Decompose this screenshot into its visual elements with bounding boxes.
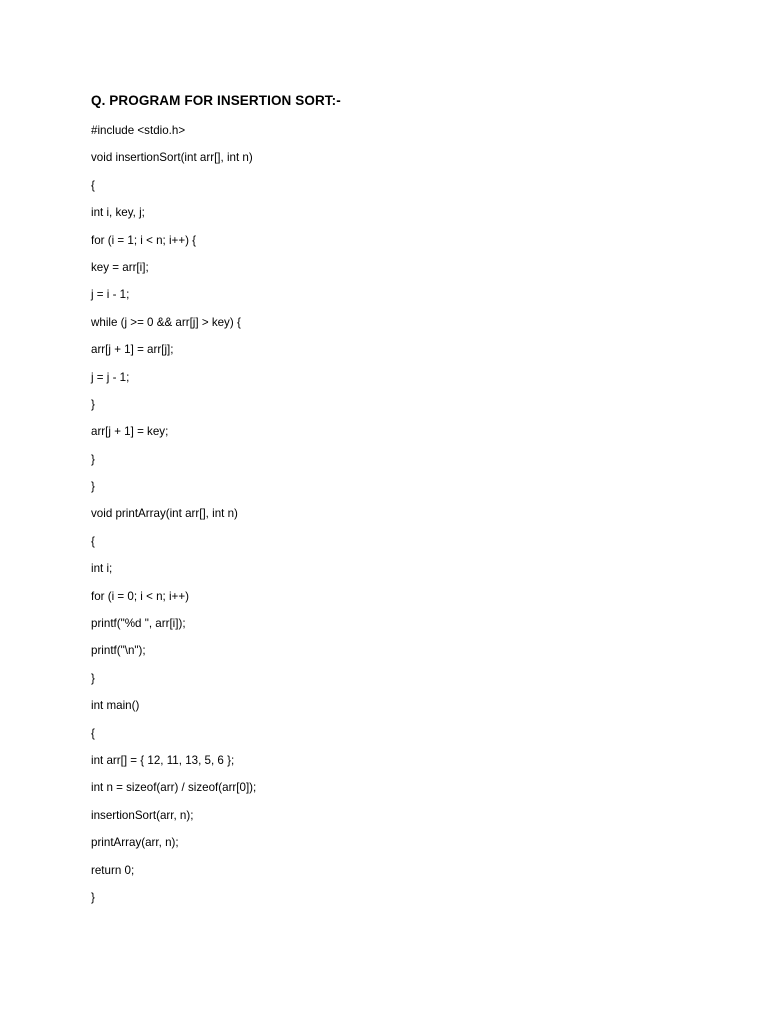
code-line: } (91, 480, 95, 494)
code-line: #include <stdio.h> (91, 124, 186, 137)
code-line: arr[j + 1] = key; (91, 425, 169, 439)
code-line: key = arr[i]; (91, 260, 149, 274)
code-line: j = i - 1; (91, 288, 130, 302)
code-line: { (91, 726, 95, 740)
code-line: while (j >= 0 && arr[j] > key) { (91, 315, 241, 329)
code-line: printArray(arr, n); (91, 836, 179, 850)
code-line: int i; (91, 562, 113, 576)
code-line: printf("\n"); (91, 644, 146, 658)
code-line: int arr[] = { 12, 11, 13, 5, 6 }; (91, 753, 235, 767)
code-line: j = j - 1; (91, 370, 130, 384)
code-line: int i, key, j; (91, 206, 145, 220)
code-line: arr[j + 1] = arr[j]; (91, 343, 174, 357)
code-line: insertionSort(arr, n); (91, 808, 194, 822)
code-line: } (91, 452, 95, 466)
code-line: return 0; (91, 863, 135, 877)
code-line: { (91, 534, 95, 548)
code-listing (91, 124, 256, 918)
code-line: int main() (91, 699, 140, 713)
code-line: void printArray(int arr[], int n) (91, 507, 238, 521)
code-line: printf("%d ", arr[i]); (91, 617, 186, 631)
code-line: } (91, 890, 95, 904)
code-line: for (i = 0; i < n; i++) (91, 589, 189, 603)
code-line: } (91, 671, 95, 685)
code-line: void insertionSort(int arr[], int n) (91, 151, 253, 165)
document-heading: Q. PROGRAM FOR INSERTION SORT:- (91, 93, 341, 108)
code-line: { (91, 178, 95, 192)
code-line: int n = sizeof(arr) / sizeof(arr[0]); (91, 781, 257, 795)
code-line: for (i = 1; i < n; i++) { (91, 233, 197, 247)
code-line: } (91, 397, 95, 411)
